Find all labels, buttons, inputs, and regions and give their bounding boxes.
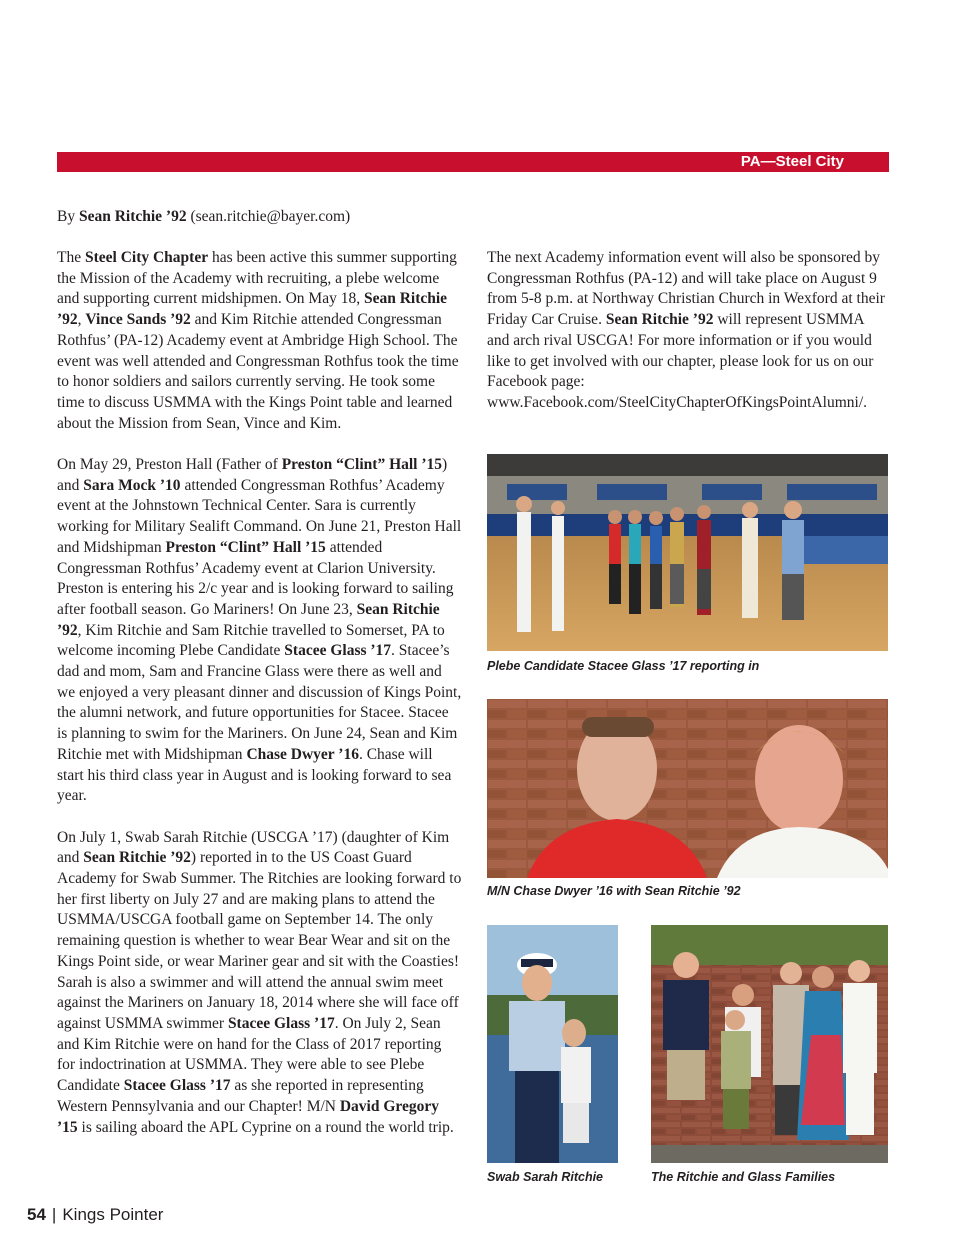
caption-families: The Ritchie and Glass Families (651, 1170, 836, 1184)
section-title: PA—Steel City (740, 153, 844, 170)
page-number: 54 (27, 1205, 46, 1224)
page-footer (27, 1205, 163, 1225)
bold-run: Sean Ritchie ’92 (57, 290, 448, 329)
text-run: . Stacee’s dad and mom, Sam and Francine Glass were there as well and we enjoyed a very pleasant dinner and discussion of Kings Point, the alumni network, and future opportunities for Stacee. Stacee is planning to swim for the Mariners. On June 24, Sean and Kim Ritchie met with Midshipman (57, 642, 462, 763)
text-run: attended Congressman Rothfus’ Academy event at the Johnstown Technical Center. Sara is currently working for Military Sealift Command. On June 21, Preston Hall and Midshipman (57, 476, 462, 556)
text-run: attended Congressman Rothfus’ Academy event at Clarion University. Preston is entering his 2/c year and is looking forward to sailing after football season. Go Mariners! On June 23, (57, 538, 454, 618)
text-run: will represent USMMA and arch rival USCGA! For more information or if you would like to get involved with our chapter, please look for us on our Facebook page: www.Facebook.com/SteelCityChapterOfKingsPointAlumni/. (487, 311, 874, 411)
section-banner (57, 152, 889, 172)
text-run: . On July 2, Sean and Kim Ritchie were on hand for the Class of 2017 reporting for indoctrination at USMMA. They were able to see Plebe Candidate (57, 1014, 442, 1095)
byline-author: Sean Ritchie ’92 (78, 208, 187, 225)
bold-run: Vince Sands ’92 (85, 311, 191, 329)
bold-run: Sara Mock ’10 (83, 476, 181, 494)
caption-plebe-reporting: Plebe Candidate Stacee Glass ’17 reporting in (487, 659, 760, 673)
paragraph (57, 828, 462, 1139)
bold-run: Steel City Chapter (84, 249, 209, 266)
text-run: has been active this summer supporting the Mission of the Academy with recruiting, a plebe welcome and supporting current midshipmen. On May 18, (57, 249, 457, 308)
bold-run: David Gregory ’15 (57, 1097, 440, 1136)
photo-swab-sarah (487, 925, 618, 1163)
caption-chase-dwyer: M/N Chase Dwyer ’16 with Sean Ritchie ’92 (487, 884, 741, 898)
paragraph (487, 248, 889, 414)
text-run: On July 1, Swab Sarah Ritchie (USCGA ’17) (daughter of Kim and (57, 828, 450, 867)
footer-separator: | (51, 1205, 57, 1224)
byline-email: (sean.ritchie@bayer.com) (186, 208, 351, 225)
text-run: The (57, 249, 85, 266)
byline-prefix: By (57, 208, 79, 225)
text-run: On May 29, Preston Hall (Father of (57, 456, 282, 474)
text-run: , Kim Ritchie and Sam Ritchie travelled to Somerset, PA to welcome incoming Plebe Candidate (57, 621, 445, 660)
text-run: , (77, 311, 86, 329)
gym-scene-image (487, 454, 888, 651)
right-column (487, 248, 889, 434)
text-run: and Kim Ritchie attended Congressman Rothfus’ (PA-12) Academy event at Ambridge High School. The event was well attended and Congressman Rothfus took the time to honor soldiers and sailors currently serving. He took some time to discuss USMMA with the Kings Point table and learned about the Mission from Sean, Vince and Kim. (57, 311, 459, 432)
bold-run: Preston “Clint” Hall ’15 (165, 538, 326, 556)
byline (57, 206, 350, 227)
text-run: . Chase will start his third class year in August and is looking forward to sea year. (57, 745, 452, 805)
photo-families (651, 925, 888, 1163)
bold-run: Stacee Glass ’17 (284, 642, 392, 660)
text-run: is sailing aboard the APL Cyprine on a round the world trip. (77, 1118, 454, 1136)
publication-name: Kings Pointer (62, 1205, 164, 1224)
bold-run: Sean Ritchie ’92 (605, 311, 714, 329)
bold-run: Stacee Glass ’17 (123, 1077, 231, 1095)
portrait-image (487, 699, 888, 878)
photo-chase-dwyer (487, 699, 888, 878)
families-image (651, 925, 888, 1163)
text-run: as she reported in representing Western Pennsylvania and our Chapter! M/N (57, 1077, 424, 1115)
text-run: ) reported in to the US Coast Guard Academy for Swab Summer. The Ritchies are looking forward to her first liberty on July 27 and are making plans to attend the USMMA/USCGA football game on September 14. The only remaining question is whether to wear Bear Wear and sit on the Kings Point side, or wear Mariner gear and sit with the Coasties! Sarah is also a swimmer and will attend the annual swim meet against the Mariners on January 18, 2014 where she will face off against USMMA swimmer (57, 849, 462, 1032)
bold-run: Sean Ritchie ’92 (83, 849, 191, 867)
swab-image (487, 925, 618, 1163)
paragraph (57, 248, 462, 434)
text-run: The next Academy information event will also be sponsored by Congressman Rothfus (PA-12) and will take place on August 9 from 5-8 p.m. at Northway Christian Church in Wexford at their Friday Car Cruise. (487, 249, 885, 329)
paragraph (57, 455, 462, 807)
photo-plebe-reporting (487, 454, 888, 651)
left-column (57, 248, 462, 1159)
bold-run: Stacee Glass ’17 (227, 1014, 335, 1032)
bold-run: Chase Dwyer ’16 (246, 745, 359, 763)
bold-run: Preston “Clint” Hall ’15 (281, 456, 443, 474)
text-run: ) and (57, 456, 448, 494)
bold-run: Sean Ritchie ’92 (57, 600, 440, 639)
caption-swab-sarah: Swab Sarah Ritchie (487, 1170, 604, 1184)
